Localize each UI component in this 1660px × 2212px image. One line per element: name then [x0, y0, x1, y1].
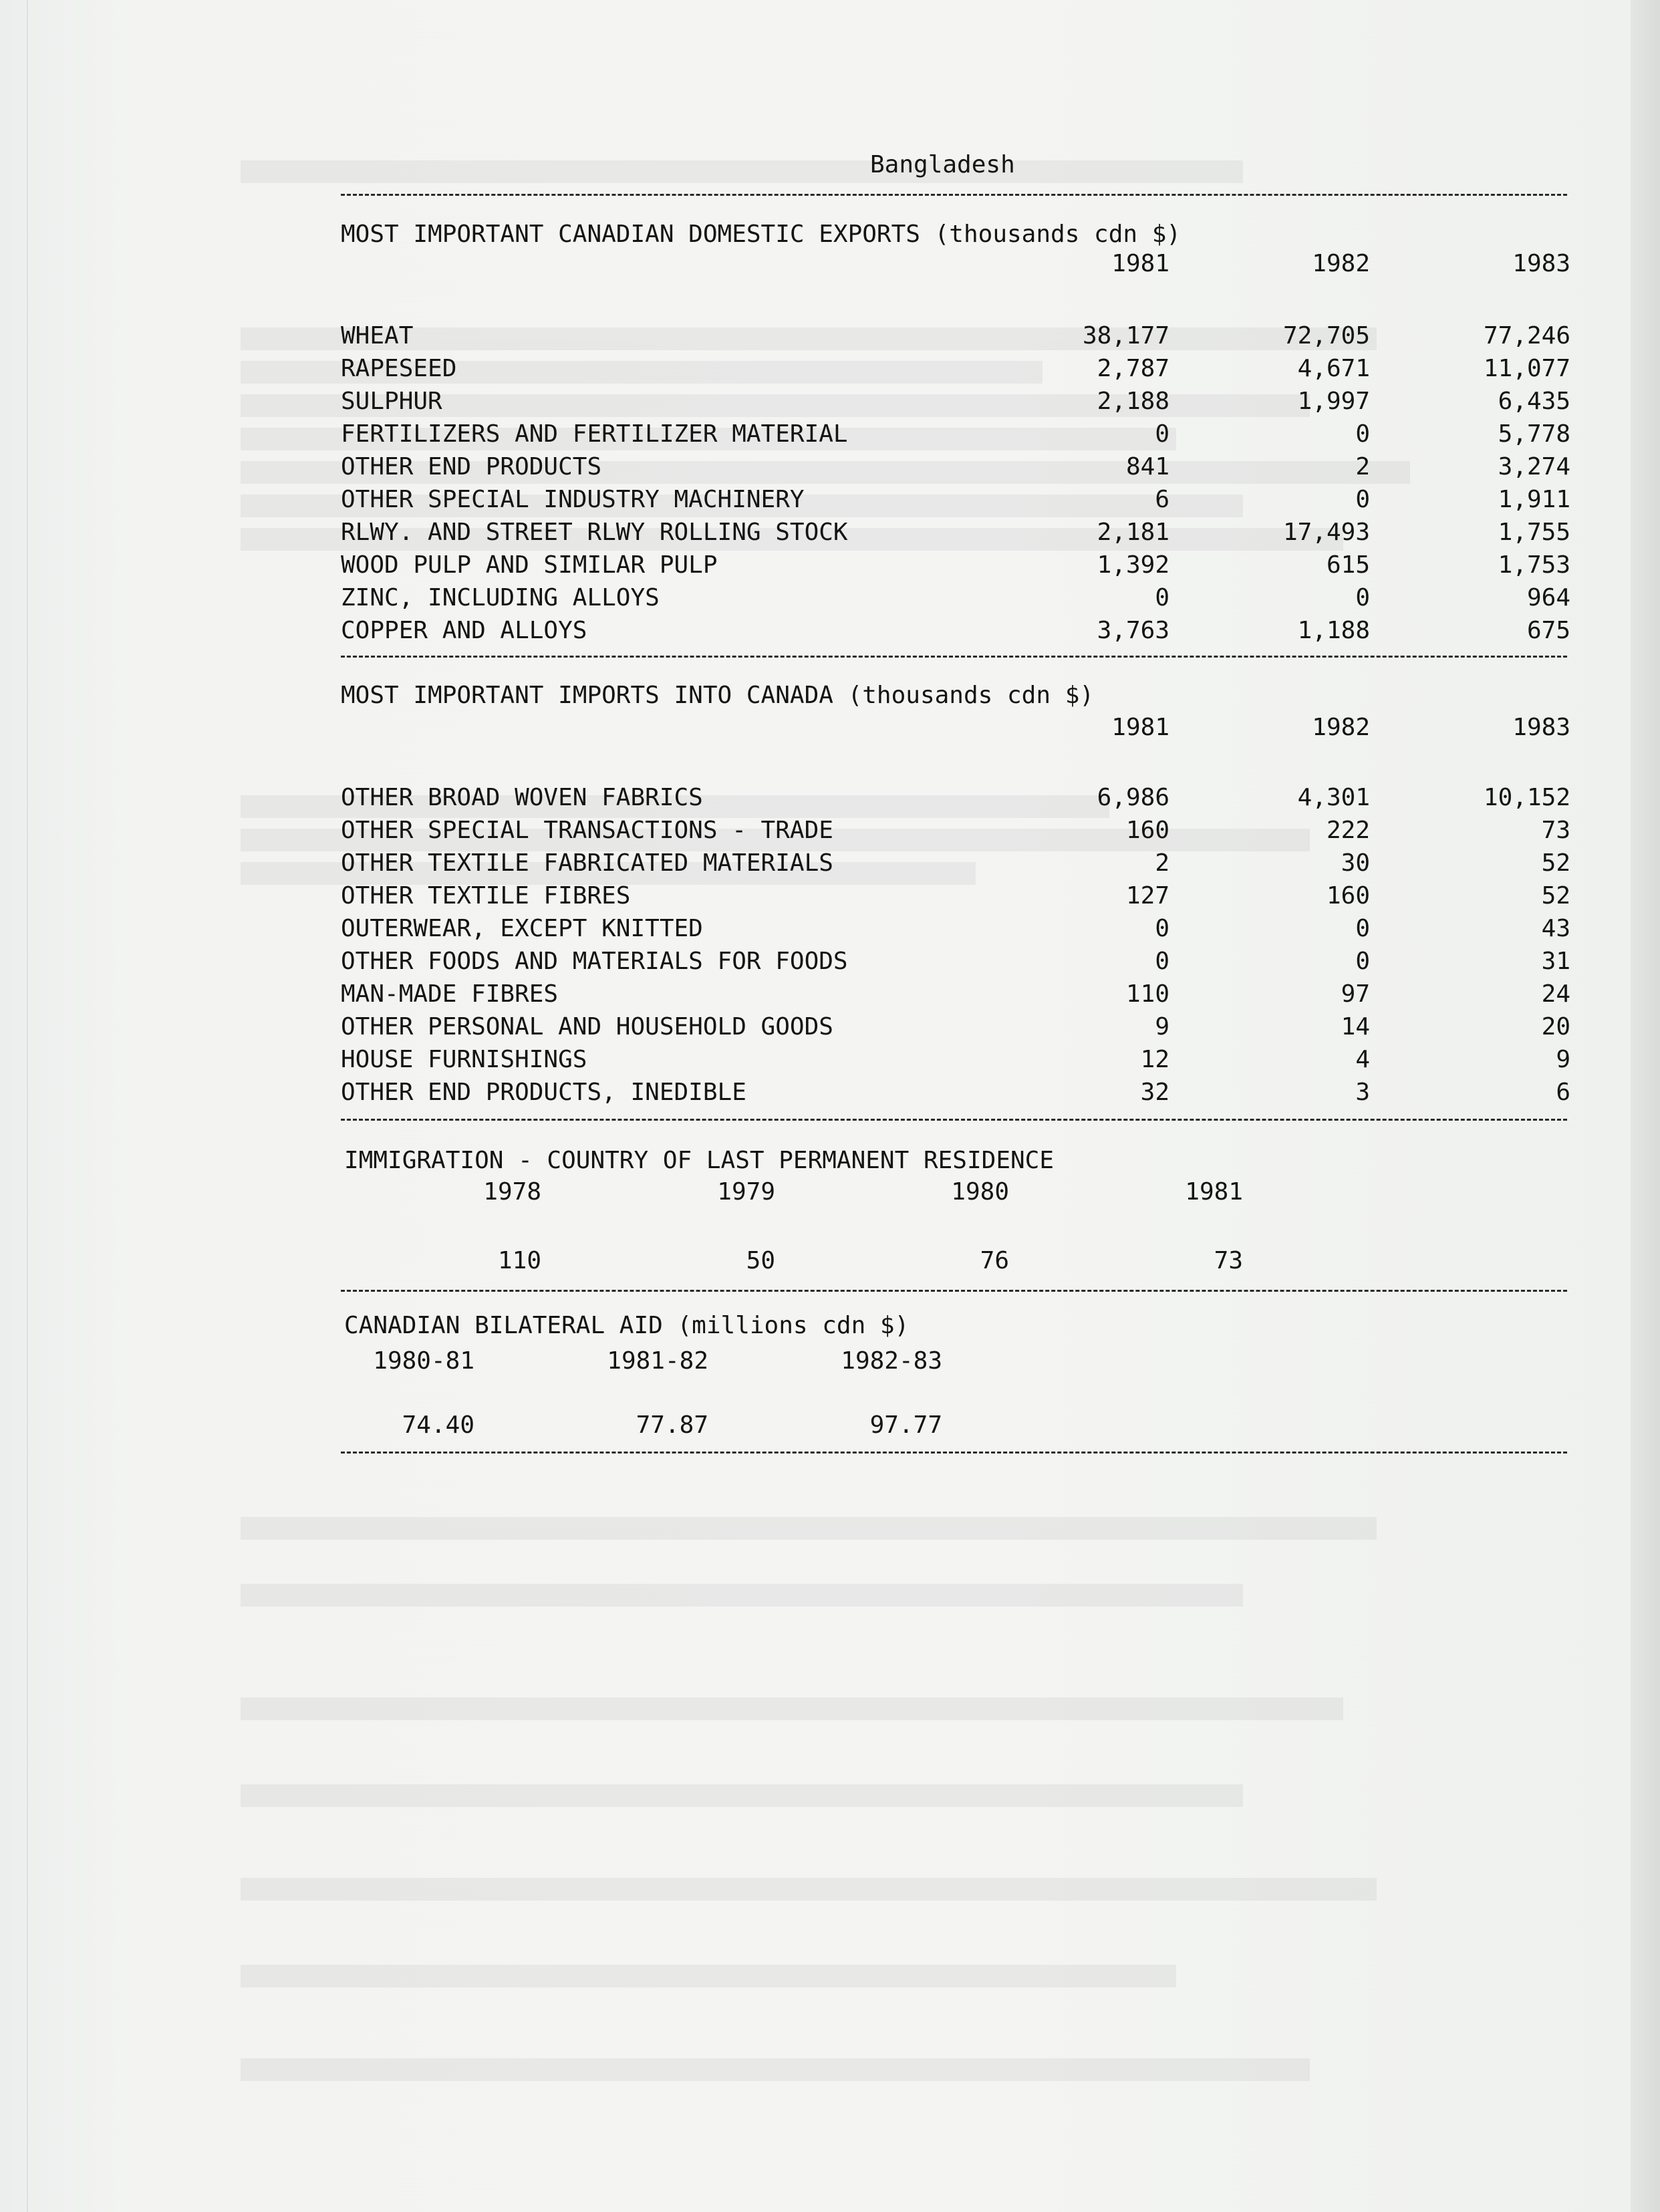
immigration-heading: IMMIGRATION - COUNTRY OF LAST PERMANENT RESIDENCE	[344, 1147, 1055, 1174]
row-value-1982: 0	[1355, 486, 1370, 513]
row-value-1983: 1,911	[1498, 486, 1570, 513]
row-value-1982: 1,188	[1297, 617, 1370, 644]
immigration-year-1980: 1980	[951, 1178, 1009, 1206]
row-value-1981: 12	[1140, 1046, 1169, 1073]
row-item-label: OTHER TEXTILE FIBRES	[341, 882, 631, 910]
row-value-1982: 97	[1341, 980, 1370, 1008]
row-value-1983: 675	[1526, 617, 1570, 644]
row-value-1983: 10,152	[1483, 784, 1570, 811]
row-value-1982: 72,705	[1282, 322, 1370, 350]
exports-year-1983: 1983	[1512, 250, 1570, 277]
row-value-1983: 20	[1541, 1013, 1570, 1041]
section-divider	[341, 1451, 1567, 1454]
row-item-label: WHEAT	[341, 322, 414, 350]
row-item-label: OTHER PERSONAL AND HOUSEHOLD GOODS	[341, 1013, 833, 1041]
page-edge-line	[27, 0, 28, 2212]
aid-period-1980-81: 1980-81	[373, 1347, 474, 1375]
row-value-1983: 6,435	[1498, 388, 1570, 415]
row-value-1982: 0	[1355, 420, 1370, 448]
section-divider	[341, 656, 1567, 658]
row-item-label: HOUSE FURNISHINGS	[341, 1046, 587, 1073]
immigration-year-1978: 1978	[483, 1178, 541, 1206]
row-value-1982: 1,997	[1297, 388, 1370, 415]
row-value-1982: 222	[1326, 817, 1370, 844]
row-item-label: RAPESEED	[341, 355, 457, 382]
row-value-1982: 4,671	[1297, 355, 1370, 382]
row-value-1983: 6	[1556, 1079, 1570, 1106]
section-divider	[341, 1119, 1567, 1121]
imports-year-1982: 1982	[1312, 714, 1370, 741]
row-value-1983: 5,778	[1498, 420, 1570, 448]
aid-period-1981-82: 1981-82	[607, 1347, 708, 1375]
section-divider	[341, 194, 1567, 196]
row-value-1981: 2,188	[1097, 388, 1169, 415]
row-value-1983: 43	[1541, 915, 1570, 942]
row-value-1981: 160	[1125, 817, 1169, 844]
row-value-1981: 127	[1125, 882, 1169, 910]
row-value-1982: 4	[1355, 1046, 1370, 1073]
immigration-year-1979: 1979	[717, 1178, 775, 1206]
row-value-1982: 17,493	[1282, 519, 1370, 546]
immigration-value-1980: 76	[980, 1247, 1009, 1274]
aid-value-1980-81: 74.40	[402, 1411, 474, 1439]
row-value-1981: 0	[1155, 420, 1169, 448]
row-value-1983: 964	[1526, 584, 1570, 611]
section-divider	[341, 1290, 1567, 1292]
row-value-1982: 0	[1355, 584, 1370, 611]
row-value-1981: 9	[1155, 1013, 1169, 1041]
exports-year-1981: 1981	[1111, 250, 1169, 277]
aid-period-1982-83: 1982-83	[841, 1347, 942, 1375]
row-value-1983: 73	[1541, 817, 1570, 844]
row-value-1983: 24	[1541, 980, 1570, 1008]
exports-year-1982: 1982	[1312, 250, 1370, 277]
row-value-1983: 11,077	[1483, 355, 1570, 382]
row-value-1983: 31	[1541, 948, 1570, 975]
aid-value-1982-83: 97.77	[869, 1411, 942, 1439]
row-item-label: OTHER FOODS AND MATERIALS FOR FOODS	[341, 948, 848, 975]
row-value-1981: 38,177	[1082, 322, 1169, 350]
row-value-1981: 110	[1125, 980, 1169, 1008]
row-value-1981: 841	[1125, 453, 1169, 480]
imports-year-1983: 1983	[1512, 714, 1570, 741]
row-item-label: OTHER END PRODUCTS, INEDIBLE	[341, 1079, 746, 1106]
row-value-1981: 6	[1155, 486, 1169, 513]
row-value-1981: 32	[1140, 1079, 1169, 1106]
row-value-1982: 160	[1326, 882, 1370, 910]
row-value-1982: 0	[1355, 915, 1370, 942]
row-value-1982: 4,301	[1297, 784, 1370, 811]
aid-value-1981-82: 77.87	[636, 1411, 708, 1439]
row-value-1981: 2,787	[1097, 355, 1169, 382]
row-value-1983: 77,246	[1483, 322, 1570, 350]
row-item-label: SULPHUR	[341, 388, 442, 415]
row-item-label: WOOD PULP AND SIMILAR PULP	[341, 551, 718, 579]
row-item-label: RLWY. AND STREET RLWY ROLLING STOCK	[341, 519, 848, 546]
row-value-1983: 9	[1556, 1046, 1570, 1073]
row-item-label: COPPER AND ALLOYS	[341, 617, 587, 644]
immigration-value-1978: 110	[497, 1247, 541, 1274]
row-item-label: OUTERWEAR, EXCEPT KNITTED	[341, 915, 703, 942]
aid-heading: CANADIAN BILATERAL AID (millions cdn $)	[344, 1312, 910, 1339]
exports-heading: MOST IMPORTANT CANADIAN DOMESTIC EXPORTS (thousands cdn $)	[341, 221, 1182, 248]
row-value-1981: 0	[1155, 584, 1169, 611]
row-value-1983: 1,755	[1498, 519, 1570, 546]
immigration-value-1979: 50	[746, 1247, 775, 1274]
row-value-1983: 52	[1541, 849, 1570, 877]
row-item-label: OTHER END PRODUCTS	[341, 453, 602, 480]
row-value-1981: 0	[1155, 915, 1169, 942]
row-value-1981: 2,181	[1097, 519, 1169, 546]
row-value-1983: 52	[1541, 882, 1570, 910]
immigration-year-1981: 1981	[1185, 1178, 1243, 1206]
row-value-1981: 0	[1155, 948, 1169, 975]
imports-year-1981: 1981	[1111, 714, 1169, 741]
row-value-1982: 30	[1341, 849, 1370, 877]
row-value-1981: 3,763	[1097, 617, 1169, 644]
scanner-edge	[1631, 0, 1660, 2212]
row-value-1983: 1,753	[1498, 551, 1570, 579]
row-value-1982: 2	[1355, 453, 1370, 480]
row-value-1982: 615	[1326, 551, 1370, 579]
row-item-label: OTHER SPECIAL TRANSACTIONS - TRADE	[341, 817, 833, 844]
row-value-1982: 3	[1355, 1079, 1370, 1106]
row-item-label: FERTILIZERS AND FERTILIZER MATERIAL	[341, 420, 848, 448]
row-item-label: OTHER BROAD WOVEN FABRICS	[341, 784, 703, 811]
row-item-label: OTHER TEXTILE FABRICATED MATERIALS	[341, 849, 833, 877]
row-value-1981: 2	[1155, 849, 1169, 877]
row-item-label: MAN-MADE FIBRES	[341, 980, 559, 1008]
row-item-label: ZINC, INCLUDING ALLOYS	[341, 584, 660, 611]
row-value-1983: 3,274	[1498, 453, 1570, 480]
row-item-label: OTHER SPECIAL INDUSTRY MACHINERY	[341, 486, 805, 513]
page-title: Bangladesh	[870, 151, 1015, 178]
row-value-1981: 1,392	[1097, 551, 1169, 579]
immigration-value-1981: 73	[1214, 1247, 1243, 1274]
row-value-1982: 0	[1355, 948, 1370, 975]
imports-heading: MOST IMPORTANT IMPORTS INTO CANADA (thousands cdn $)	[341, 682, 1095, 709]
row-value-1981: 6,986	[1097, 784, 1169, 811]
row-value-1982: 14	[1341, 1013, 1370, 1041]
